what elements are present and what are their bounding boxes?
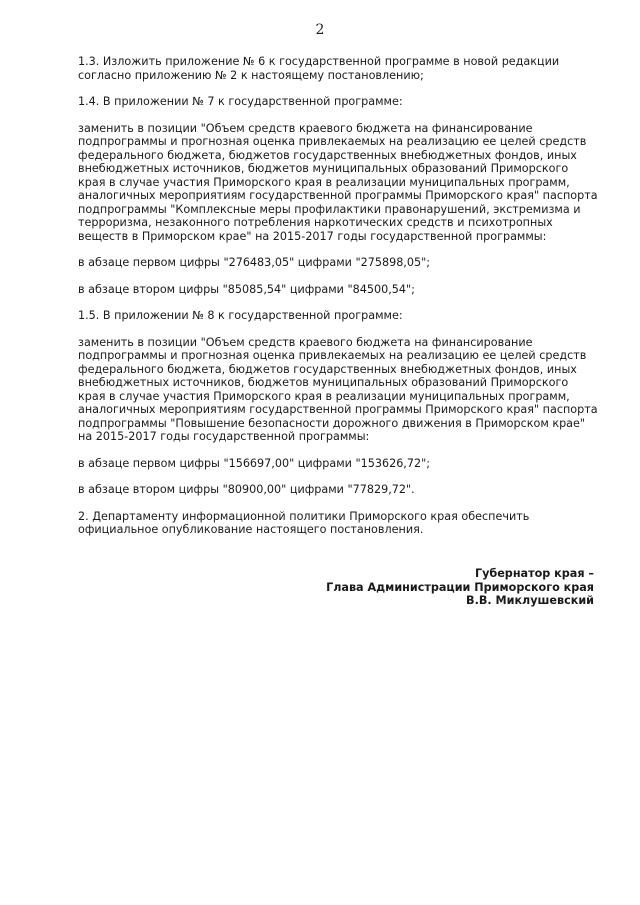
- paragraph-1-4-first: в абзаце первом цифры "276483,05" цифрами "275898,05";: [78, 256, 431, 269]
- page-number: 2: [315, 22, 325, 38]
- paragraph-1-5-replace: заменить в позиции "Объем средств краевого бюджета на финансирование подпрограммы и прогнозная оценка привлекаемых на реализацию ее целей средств федерального бюджета, бюджетов государственных внебюджетных фондов, иных внебюджетных источников, бюджетов муниципальных образований Приморского края в случае участия Приморского края в реализации муниципальных программ, аналогичных мероприятиям государственной программы Приморского края" паспорта подпрограммы "Повышение безопасности дорожного движения в Приморском крае" на 2015-2017 годы государственной программы:: [78, 335, 598, 443]
- paragraph-1-4-second: в абзаце втором цифры "85085,54" цифрами "84500,54";: [78, 282, 415, 296]
- paragraph-1-5: 1.5. В приложении № 8 к государственной программе:: [78, 309, 403, 322]
- paragraph-1-4: 1.4. В приложении № 7 к государственной программе:: [78, 95, 403, 108]
- paragraph-1-5-second: в абзаце втором цифры "80900,00" цифрами "77829,72".: [78, 483, 415, 496]
- paragraph-1-3: 1.3. Изложить приложение № 6 к государственной программе в новой редакции согласно приложению № 2 к настоящему постановлению;: [78, 55, 560, 82]
- signature-position: Глава Администрации Приморского края: [326, 580, 594, 594]
- signature-name: В.В. Миклушевский: [466, 594, 594, 607]
- signature-block: [326, 567, 594, 608]
- paragraph-2: 2. Департаменту информационной политики Приморского края обеспечить официальное опубликование настоящего постановления.: [78, 509, 530, 536]
- document-body: [78, 55, 598, 550]
- paragraph-1-5-first: в абзаце первом цифры "156697,00" цифрами "153626,72";: [78, 456, 431, 470]
- signature-title: Губернатор края –: [474, 567, 594, 580]
- paragraph-1-4-replace: заменить в позиции "Объем средств краевого бюджета на финансирование подпрограммы и прогнозная оценка привлекаемых на реализацию ее целей средств федерального бюджета, бюджетов государственных внебюджетных фондов, иных внебюджетных источников, бюджетов муниципальных образований Приморского края в случае участия Приморского края в реализации муниципальных программ, аналогичных мероприятиям государственной программы Приморского края" паспорта подпрограммы "Комплексные меры профилактики правонарушений, экстремизма и терроризма, незаконного потребления наркотических средств и психотропных веществ в Приморском крае" на 2015-2017 годы государственной программы:: [78, 121, 598, 243]
